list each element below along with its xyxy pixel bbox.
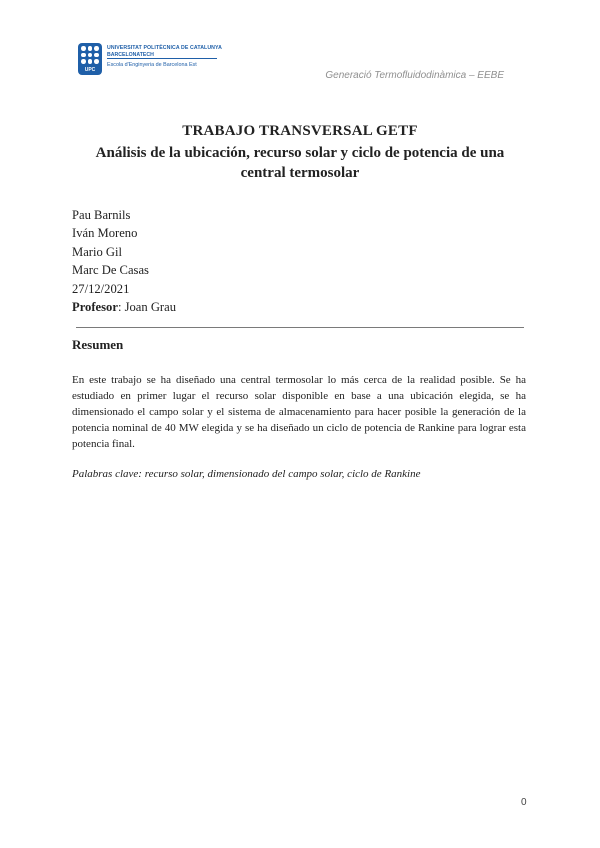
page-number: 0	[521, 797, 527, 808]
keywords-line: Palabras clave: recurso solar, dimensionado del campo solar, ciclo de Rankine	[72, 468, 421, 480]
logo-university-name: UNIVERSITAT POLITÈCNICA DE CATALUNYA	[107, 45, 222, 51]
document-title: TRABAJO TRANSVERSAL GETF	[182, 123, 418, 139]
logo-abbreviation: UPC	[84, 67, 96, 73]
abstract-body: En este trabajo se ha diseñado una central termosolar lo más cerca de la realidad posible. Se ha estudiado en primer lugar el recurso solar disponible en base a una ubicación elegida, se ha dimensionado el campo solar y el sistema de almacenamiento para hacer posible la generación de la potencia nominal de 40 MW elegida y se ha diseñado un ciclo de potencia de Rankine para lograr esta potencia final.	[72, 374, 526, 450]
author-name: Iván Moreno	[72, 226, 138, 241]
logo-school-name: Escola d'Enginyeria de Barcelona Est	[107, 62, 197, 68]
logo-text	[107, 45, 222, 69]
title-block	[72, 121, 528, 183]
header-course-name: Generació Termofluidodinàmica – EEBE	[325, 70, 504, 81]
author-name: Marc De Casas	[72, 263, 149, 278]
professor-name: : Joan Grau	[117, 300, 176, 315]
author-block	[72, 206, 176, 316]
author-name: Mario Gil	[72, 244, 123, 259]
document-subtitle: Análisis de la ubicación, recurso solar y ciclo de potencia de una central termosolar	[95, 145, 505, 181]
professor-line	[72, 298, 176, 316]
author-name: Pau Barnils	[72, 208, 131, 222]
logo-barcelonatech: BARCELONATECH	[107, 51, 154, 58]
abstract-heading: Resumen	[72, 337, 124, 352]
upc-logo	[78, 43, 228, 75]
upc-emblem-icon	[78, 43, 102, 75]
horizontal-divider	[76, 327, 524, 328]
logo-divider	[107, 58, 217, 59]
document-date: 27/12/2021	[72, 281, 130, 296]
professor-label: Profesor	[72, 300, 118, 315]
